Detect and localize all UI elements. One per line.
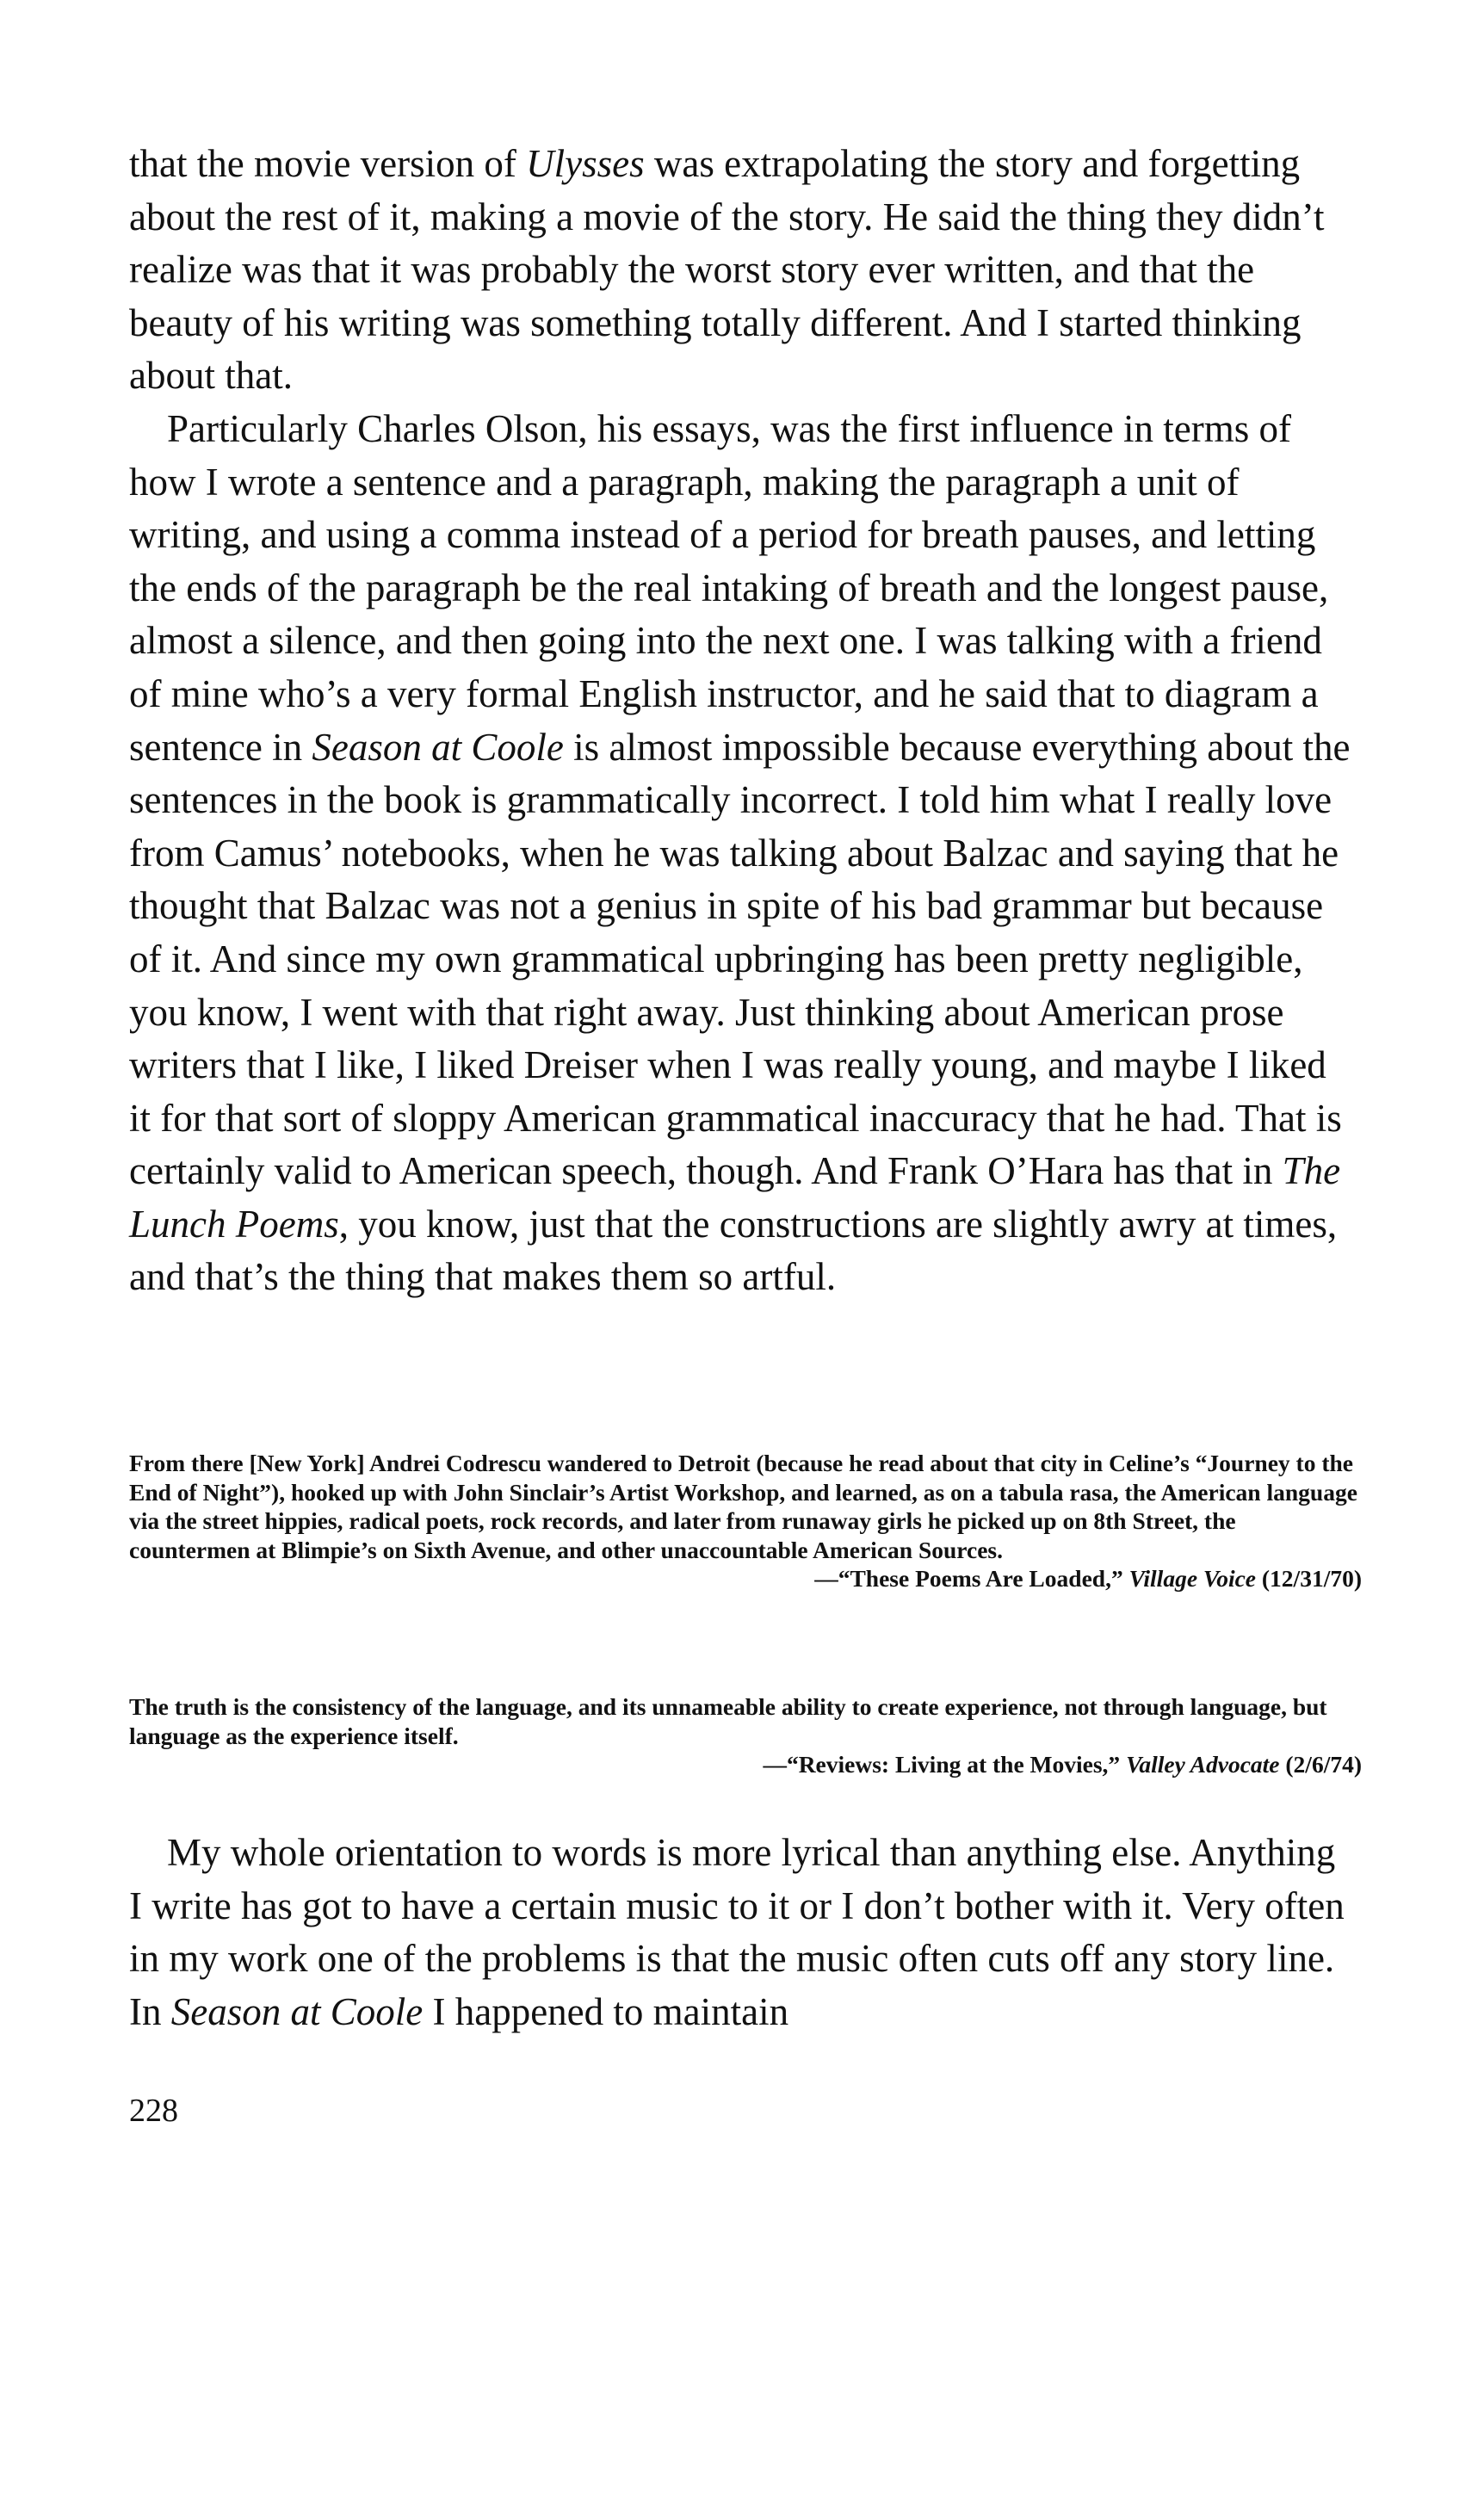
italic-title-text: Season at Coole bbox=[170, 1989, 424, 2033]
body-text-bottom bbox=[129, 1827, 1351, 2038]
quote-text: From there [New York] Andrei Codrescu wandered to Detroit (because he read about that city in Celine’s “Journey to the End of Night”), hooked up with John Sinclair’s Artist Workshop, and learned, as on a tabula rasa, the American language via the street hippies, radical poets, rock records, and later from runaway girls he picked up on 8th Street, the countermen at Blimpie’s on Sixth Avenue, and other unaccountable American Sources. bbox=[129, 1450, 1357, 1563]
quote-attribution bbox=[129, 1564, 1362, 1593]
body-paragraph bbox=[129, 1827, 1351, 2038]
review-quote-village-voice bbox=[129, 1449, 1362, 1593]
body-paragraph bbox=[129, 403, 1351, 1304]
text-run: Particularly Charles Olson, his essays, was the first influence in terms of how I wrote a sentence and a paragraph, making the paragraph a unit of writing, and using a comma instead of a period for breath pauses, and letting the ends of the paragraph be the real intaking of breath and the longest pause, almost a silence, and then going into the next one. I was talking with a friend of mine who’s a very formal English instructor, and he said that to diagram a sentence in bbox=[129, 406, 1329, 769]
review-quote-valley-advocate bbox=[129, 1692, 1362, 1779]
text-run: (12/31/70) bbox=[1256, 1565, 1362, 1592]
italic-title-text: Season at Coole bbox=[312, 725, 564, 769]
text-run: that the movie version of bbox=[129, 142, 527, 185]
page-number: 228 bbox=[129, 2093, 178, 2129]
text-run: —“These Poems Are Loaded,” bbox=[814, 1565, 1129, 1592]
text-run: , you know, just that the constructions are slightly awry at times, and that’s the thing that makes them so artful. bbox=[129, 1202, 1338, 1299]
text-run: was extrapolating the story and forgetting about the rest of it, making a movie of the story. He said the thing they didn’t realize was that it was probably the worst story ever written, and that the beauty of his writing was something totally different. And I started thinking about that. bbox=[129, 142, 1325, 398]
text-run: —“Reviews: Living at the Movies,” bbox=[763, 1751, 1127, 1778]
quote-text: The truth is the consistency of the language, and its unnameable ability to create experience, not through language, but language as the experience itself. bbox=[129, 1693, 1327, 1749]
text-run: My whole orientation to words is more lyrical than anything else. Anything I write has got to have a certain music to it or I don’t bother with it. Very often in my work one of the problems is that the music often cuts off any story line. In bbox=[129, 1831, 1345, 2033]
quote-attribution bbox=[129, 1750, 1362, 1779]
body-text-top bbox=[129, 138, 1351, 1304]
italic-title-text: Village Voice bbox=[1128, 1565, 1257, 1592]
italic-title-text: The Lunch Poems bbox=[129, 1149, 1341, 1246]
text-run: is almost impossible because everything about the sentences in the book is grammatically incorrect. I told him what I really love from Camus’ notebooks, when he was talking about Balzac and saying that he thought that Balzac was not a genius in spite of his bad grammar but because of it. And since my own grammatical upbringing has been pretty negligible, you know, I went with that right away. Just thinking about American prose writers that I like, I liked Dreiser when I was really young, and maybe I liked it for that sort of sloppy American grammatical inaccuracy that he had. That is certainly valid to American speech, though. And Frank O’Hara has that in bbox=[129, 725, 1351, 1193]
text-run: (2/6/74) bbox=[1279, 1751, 1362, 1778]
body-paragraph bbox=[129, 138, 1351, 403]
italic-title-text: Ulysses bbox=[526, 142, 645, 185]
italic-title-text: Valley Advocate bbox=[1126, 1751, 1280, 1778]
text-run: I happened to maintain bbox=[423, 1989, 789, 2033]
